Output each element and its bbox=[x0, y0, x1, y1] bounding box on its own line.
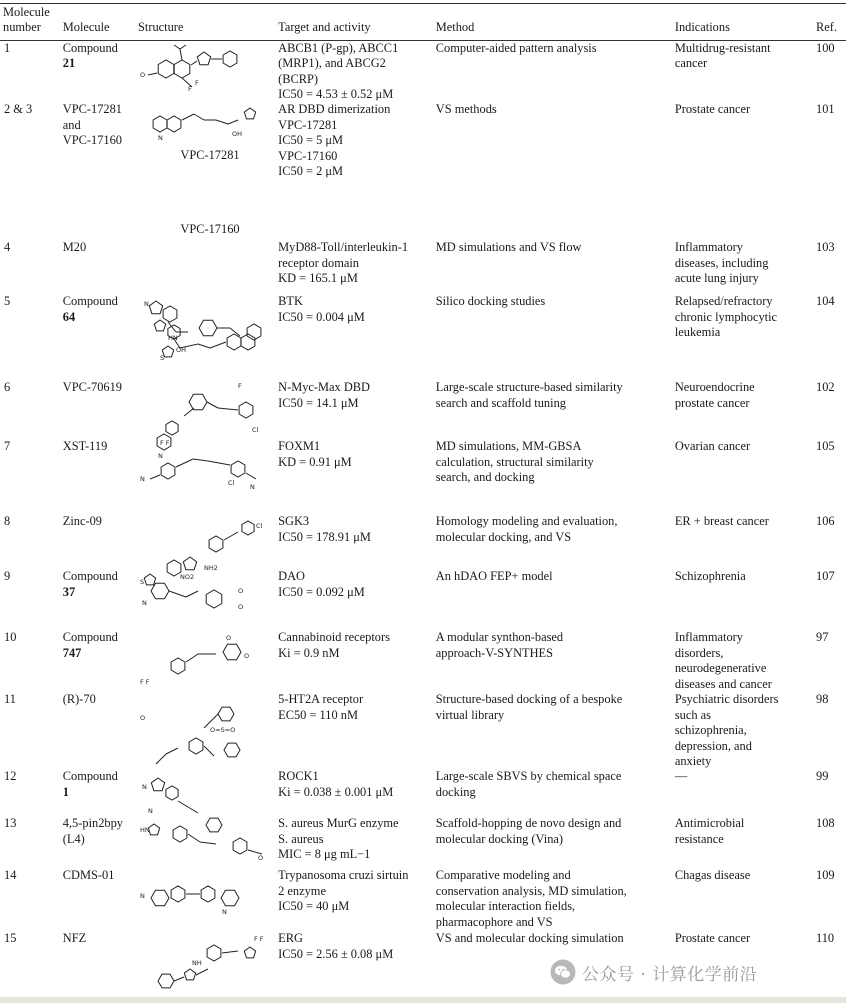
indication-line: Multidrug-resistant bbox=[674, 40, 771, 55]
target-line: IC50 = 5 μM bbox=[278, 133, 344, 148]
target-line: SGK3 bbox=[278, 514, 310, 529]
svg-text:O: O bbox=[139, 714, 146, 723]
method-line: Silico docking studies bbox=[435, 294, 546, 309]
target-line: ROCK1 bbox=[278, 769, 319, 784]
target-activity-cell bbox=[275, 569, 433, 630]
method-line: search, and docking bbox=[435, 470, 535, 485]
svg-text:O=S=O: O=S=O bbox=[209, 726, 236, 735]
ref-cell: 105 bbox=[816, 439, 835, 454]
indications-cell bbox=[672, 630, 813, 692]
molecule-number-cell: 10 bbox=[4, 630, 17, 645]
indication-line: Chagas disease bbox=[674, 868, 751, 883]
target-line: VPC-17281 bbox=[278, 117, 338, 132]
svg-text:Cl: Cl bbox=[251, 426, 259, 435]
svg-text:OH: OH bbox=[175, 346, 186, 355]
method-cell bbox=[433, 380, 672, 439]
table-row bbox=[0, 630, 846, 692]
method-line: Computer-aided pattern analysis bbox=[435, 40, 597, 55]
indication-line: depression, and bbox=[674, 738, 752, 753]
molecule-cell bbox=[60, 380, 135, 439]
method-line: MD simulations and VS flow bbox=[435, 240, 582, 255]
molecule-number-cell: 6 bbox=[4, 380, 11, 395]
target-line: Ki = 0.038 ± 0.001 μM bbox=[278, 784, 394, 799]
indication-line: diseases, including bbox=[674, 255, 769, 270]
molecule-line: CDMS-01 bbox=[62, 868, 115, 883]
header-structure: Structure bbox=[135, 3, 275, 40]
indications-cell bbox=[672, 816, 813, 868]
method-line: approach-V-SYNTHES bbox=[435, 645, 554, 660]
svg-text:F: F bbox=[187, 84, 192, 93]
target-line: MyD88-Toll/interleukin-1 bbox=[278, 240, 409, 255]
svg-text:N: N bbox=[139, 475, 145, 484]
indication-line: resistance bbox=[674, 831, 724, 846]
molecule-line: Compound bbox=[62, 769, 118, 784]
svg-text:F: F bbox=[194, 78, 199, 87]
indication-line: Antimicrobial bbox=[674, 816, 745, 831]
watermark bbox=[550, 958, 757, 986]
molecule-number-cell: 4 bbox=[4, 240, 11, 255]
molecule-line: (L4) bbox=[62, 831, 85, 846]
ref-cell: 99 bbox=[816, 769, 829, 784]
chemical-structure-drawing bbox=[138, 931, 270, 975]
target-line: DAO bbox=[278, 569, 305, 584]
molecule-line: Compound bbox=[62, 630, 118, 645]
table-row bbox=[0, 439, 846, 514]
structure-cell bbox=[135, 868, 275, 931]
method-line: Homology modeling and evaluation, bbox=[435, 514, 618, 529]
target-line: ERG bbox=[278, 931, 303, 946]
svg-text:N: N bbox=[141, 599, 147, 608]
svg-text:HN: HN bbox=[139, 826, 150, 835]
indication-line: anxiety bbox=[674, 754, 712, 769]
indication-line: Inflammatory bbox=[674, 630, 743, 645]
svg-text:F F: F F bbox=[159, 439, 170, 448]
method-cell bbox=[433, 769, 672, 816]
ref-cell: 108 bbox=[816, 816, 835, 831]
target-activity-cell bbox=[275, 868, 433, 931]
method-line: A modular synthon-based bbox=[435, 630, 564, 645]
indications-cell bbox=[672, 294, 813, 380]
indications-cell bbox=[672, 40, 813, 102]
method-cell bbox=[433, 569, 672, 630]
chemical-structure-drawing bbox=[138, 692, 270, 763]
target-line: Ki = 0.9 nM bbox=[278, 645, 340, 660]
svg-text:F F: F F bbox=[139, 678, 150, 687]
molecule-line: and bbox=[62, 117, 81, 132]
indications-cell bbox=[672, 769, 813, 816]
ref-cell: 103 bbox=[816, 240, 835, 255]
target-line: KD = 165.1 μM bbox=[278, 271, 358, 286]
svg-text:Cl: Cl bbox=[255, 522, 263, 531]
wechat-icon bbox=[550, 959, 576, 985]
molecule-number-cell: 7 bbox=[4, 439, 11, 454]
svg-text:N: N bbox=[249, 483, 255, 492]
indications-cell bbox=[672, 240, 813, 294]
bottom-bar bbox=[0, 997, 846, 1003]
target-activity-cell bbox=[275, 692, 433, 769]
table-row bbox=[0, 380, 846, 439]
table-row bbox=[0, 816, 846, 868]
molecule-cell bbox=[60, 294, 135, 380]
svg-text:N: N bbox=[141, 783, 147, 792]
indication-line: Relapsed/refractory bbox=[674, 294, 773, 309]
ref-cell: 100 bbox=[816, 40, 835, 55]
table-header-row bbox=[0, 3, 846, 40]
indication-line: neurodegenerative bbox=[674, 661, 767, 676]
target-line: receptor domain bbox=[278, 255, 359, 270]
structure-cell bbox=[135, 931, 275, 981]
svg-text:F F: F F bbox=[253, 935, 264, 944]
table-row bbox=[0, 868, 846, 931]
chemical-structure-drawing bbox=[138, 294, 270, 374]
target-line: Trypanosoma cruzi sirtuin bbox=[278, 868, 409, 883]
indication-line: ER + breast cancer bbox=[674, 514, 769, 529]
target-activity-cell bbox=[275, 102, 433, 240]
svg-text:O: O bbox=[139, 70, 146, 79]
target-line: IC50 = 2.56 ± 0.08 μM bbox=[278, 946, 394, 961]
indication-line: such as bbox=[674, 707, 711, 722]
indication-line: acute lung injury bbox=[674, 271, 759, 286]
ref-cell: 109 bbox=[816, 868, 835, 883]
molecule-line: M20 bbox=[62, 240, 87, 255]
target-line: IC50 = 14.1 μM bbox=[278, 395, 359, 410]
table-row bbox=[0, 294, 846, 380]
indication-line: Prostate cancer bbox=[674, 931, 751, 946]
table-row bbox=[0, 692, 846, 769]
indication-line: Psychiatric disorders bbox=[674, 692, 779, 707]
chemical-structure-drawing bbox=[138, 630, 270, 686]
svg-text:N: N bbox=[157, 452, 163, 461]
method-line: Structure-based docking of a bespoke bbox=[435, 692, 623, 707]
target-line: KD = 0.91 μM bbox=[278, 454, 352, 469]
molecule-number-cell: 12 bbox=[4, 769, 17, 784]
method-cell bbox=[433, 868, 672, 931]
target-activity-cell bbox=[275, 931, 433, 981]
method-line: Comparative modeling and bbox=[435, 868, 571, 883]
method-line: Large-scale structure-based similarity bbox=[435, 380, 623, 395]
watermark-text: 公众号 · 计算化学前沿 bbox=[582, 964, 758, 985]
target-line: S. aureus bbox=[278, 831, 324, 846]
molecule-cell bbox=[60, 769, 135, 816]
method-cell bbox=[433, 294, 672, 380]
molecule-number-cell: 9 bbox=[4, 569, 11, 584]
method-line: molecular docking, and VS bbox=[435, 529, 572, 544]
target-line: VPC-17160 bbox=[278, 148, 338, 163]
molecule-number-cell: 14 bbox=[4, 868, 17, 883]
svg-text:NO2: NO2 bbox=[179, 573, 195, 582]
header-method: Method bbox=[433, 3, 672, 40]
molecule-line: VPC-70619 bbox=[62, 380, 122, 395]
svg-text:N: N bbox=[147, 807, 153, 816]
target-activity-cell bbox=[275, 514, 433, 569]
target-line: (MRP1), and ABCG2 bbox=[278, 56, 386, 71]
svg-text:NH: NH bbox=[191, 959, 202, 968]
indication-line: disorders, bbox=[674, 645, 724, 660]
ref-cell: 106 bbox=[816, 514, 835, 529]
indication-line: Ovarian cancer bbox=[674, 439, 751, 454]
header-molecule: Molecule bbox=[60, 3, 135, 40]
indication-line: diseases and cancer bbox=[674, 676, 772, 691]
ref-cell: 104 bbox=[816, 294, 835, 309]
target-line: IC50 = 40 μM bbox=[278, 899, 350, 914]
indication-line: cancer bbox=[674, 56, 708, 71]
molecule-cell bbox=[60, 931, 135, 981]
table-row bbox=[0, 569, 846, 630]
method-line: MD simulations, MM-GBSA bbox=[435, 439, 582, 454]
molecule-line: VPC-17281 bbox=[62, 102, 122, 117]
svg-text:OH: OH bbox=[231, 130, 242, 139]
method-line: search and scaffold tuning bbox=[435, 395, 566, 410]
header-ref: Ref. bbox=[813, 3, 846, 40]
ref-cell: 98 bbox=[816, 692, 829, 707]
molecule-number-cell: 5 bbox=[4, 294, 11, 309]
molecule-line: 37 bbox=[62, 584, 76, 599]
svg-text:O: O bbox=[243, 652, 250, 661]
indications-cell bbox=[672, 380, 813, 439]
chemical-structure-drawing bbox=[138, 816, 270, 862]
structure-cell bbox=[135, 40, 275, 102]
target-line: 5-HT2A receptor bbox=[278, 692, 364, 707]
chemical-structure-drawing bbox=[138, 569, 270, 624]
svg-text:F: F bbox=[237, 382, 242, 391]
target-activity-cell bbox=[275, 40, 433, 102]
svg-text:O: O bbox=[237, 587, 244, 596]
method-cell bbox=[433, 240, 672, 294]
target-activity-cell bbox=[275, 439, 433, 514]
molecule-line: NFZ bbox=[62, 931, 87, 946]
structure-label: VPC-17160 bbox=[180, 222, 240, 237]
svg-text:O: O bbox=[257, 854, 264, 863]
indications-cell bbox=[672, 692, 813, 769]
svg-text:O: O bbox=[225, 634, 232, 643]
structure-cell bbox=[135, 102, 275, 240]
molecule-table bbox=[0, 3, 846, 981]
indication-line: Inflammatory bbox=[674, 240, 743, 255]
svg-text:S: S bbox=[139, 578, 145, 587]
svg-text:N: N bbox=[143, 300, 149, 309]
method-line: calculation, structural similarity bbox=[435, 454, 594, 469]
indication-line: schizophrenia, bbox=[674, 723, 747, 738]
target-line: N-Myc-Max DBD bbox=[278, 380, 371, 395]
target-activity-cell bbox=[275, 816, 433, 868]
molecule-cell bbox=[60, 816, 135, 868]
indications-cell bbox=[672, 439, 813, 514]
method-line: VS and molecular docking simulation bbox=[435, 931, 624, 946]
svg-text:N: N bbox=[139, 892, 145, 901]
molecule-cell bbox=[60, 439, 135, 514]
molecule-line: VPC-17160 bbox=[62, 133, 122, 148]
molecule-cell bbox=[60, 40, 135, 102]
method-line: pharmacophore and VS bbox=[435, 914, 553, 929]
target-line: 2 enzyme bbox=[278, 883, 326, 898]
method-line: virtual library bbox=[435, 707, 505, 722]
chemical-structure-drawing bbox=[138, 868, 270, 925]
method-cell bbox=[433, 692, 672, 769]
molecule-line: 21 bbox=[62, 56, 76, 71]
table-row bbox=[0, 769, 846, 816]
target-line: AR DBD dimerization bbox=[278, 102, 391, 117]
molecule-number-cell: 15 bbox=[4, 931, 17, 946]
method-cell bbox=[433, 40, 672, 102]
molecule-line: Zinc-09 bbox=[62, 514, 102, 529]
target-line: ABCB1 (P-gp), ABCC1 bbox=[278, 40, 399, 55]
target-activity-cell bbox=[275, 380, 433, 439]
target-line: MIC = 8 μg mL−1 bbox=[278, 847, 371, 862]
method-line: docking bbox=[435, 784, 476, 799]
ref-cell: 110 bbox=[816, 931, 835, 946]
indication-line: Prostate cancer bbox=[674, 102, 751, 117]
target-activity-cell bbox=[275, 769, 433, 816]
structure-cell bbox=[135, 692, 275, 769]
target-line: IC50 = 0.004 μM bbox=[278, 309, 365, 324]
target-line: Cannabinoid receptors bbox=[278, 630, 390, 645]
molecule-number-cell: 11 bbox=[4, 692, 16, 707]
ref-cell: 97 bbox=[816, 630, 829, 645]
structure-cell bbox=[135, 630, 275, 692]
molecule-number-cell: 2 & 3 bbox=[4, 102, 33, 117]
target-line: EC50 = 110 nM bbox=[278, 707, 358, 722]
molecule-cell bbox=[60, 630, 135, 692]
indication-line: — bbox=[674, 769, 688, 784]
header-target: Target and activity bbox=[275, 3, 433, 40]
molecule-line: 1 bbox=[62, 784, 69, 799]
header-molecule-number: Molecule number bbox=[0, 3, 60, 40]
ref-cell: 101 bbox=[816, 102, 835, 117]
chemical-structure-drawing bbox=[138, 102, 270, 230]
target-activity-cell bbox=[275, 630, 433, 692]
method-cell bbox=[433, 514, 672, 569]
target-line: FOXM1 bbox=[278, 439, 321, 454]
molecule-line: 747 bbox=[62, 645, 82, 660]
ref-cell: 102 bbox=[816, 380, 835, 395]
molecule-number-cell: 8 bbox=[4, 514, 11, 529]
molecule-cell bbox=[60, 868, 135, 931]
chemical-structure-drawing bbox=[138, 769, 270, 816]
molecule-cell bbox=[60, 514, 135, 569]
target-line: S. aureus MurG enzyme bbox=[278, 816, 399, 831]
molecule-cell bbox=[60, 692, 135, 769]
header-indications: Indications bbox=[672, 3, 813, 40]
method-cell bbox=[433, 102, 672, 240]
svg-text:O: O bbox=[237, 603, 244, 612]
molecule-line: Compound bbox=[62, 569, 118, 584]
target-activity-cell bbox=[275, 240, 433, 294]
target-line: BTK bbox=[278, 294, 303, 309]
molecule-line: 4,5-pin2bpy bbox=[62, 816, 123, 831]
molecule-line: XST-119 bbox=[62, 439, 108, 454]
target-line: IC50 = 2 μM bbox=[278, 164, 344, 179]
table-row bbox=[0, 514, 846, 569]
method-line: VS methods bbox=[435, 102, 497, 117]
molecule-cell bbox=[60, 240, 135, 294]
svg-text:N: N bbox=[221, 908, 227, 917]
target-line: IC50 = 178.91 μM bbox=[278, 529, 371, 544]
svg-text:S: S bbox=[159, 354, 165, 363]
indication-line: chronic lymphocytic bbox=[674, 309, 778, 324]
indication-line: Schizophrenia bbox=[674, 569, 746, 584]
svg-text:NH2: NH2 bbox=[203, 564, 218, 573]
indication-line: Neuroendocrine bbox=[674, 380, 755, 395]
molecule-line: Compound bbox=[62, 294, 118, 309]
method-cell bbox=[433, 630, 672, 692]
indications-cell bbox=[672, 514, 813, 569]
indication-line: leukemia bbox=[674, 325, 721, 340]
method-line: Scaffold-hopping de novo design and bbox=[435, 816, 622, 831]
method-line: molecular interaction fields, bbox=[435, 899, 576, 914]
svg-text:Cl: Cl bbox=[227, 479, 235, 488]
method-cell bbox=[433, 439, 672, 514]
target-line: (BCRP) bbox=[278, 71, 319, 86]
molecule-cell bbox=[60, 569, 135, 630]
method-cell bbox=[433, 816, 672, 868]
indications-cell bbox=[672, 569, 813, 630]
indication-line: prostate cancer bbox=[674, 395, 750, 410]
target-activity-cell bbox=[275, 294, 433, 380]
table-row bbox=[0, 240, 846, 294]
target-line: IC50 = 4.53 ± 0.52 μM bbox=[278, 87, 394, 102]
structure-label: VPC-17281 bbox=[180, 148, 240, 163]
molecule-number-cell: 13 bbox=[4, 816, 17, 831]
table-row bbox=[0, 102, 846, 240]
svg-text:N: N bbox=[157, 134, 163, 143]
molecule-line: 64 bbox=[62, 309, 76, 324]
indications-cell bbox=[672, 868, 813, 931]
method-line: Large-scale SBVS by chemical space bbox=[435, 769, 622, 784]
method-line: molecular docking (Vina) bbox=[435, 831, 564, 846]
indications-cell bbox=[672, 102, 813, 240]
molecule-number-cell: 1 bbox=[4, 40, 11, 55]
structure-cell bbox=[135, 769, 275, 816]
structure-cell bbox=[135, 816, 275, 868]
molecule-cell bbox=[60, 102, 135, 240]
ref-cell: 107 bbox=[816, 569, 835, 584]
molecule-line: (R)-70 bbox=[62, 692, 96, 707]
molecule-line: Compound bbox=[62, 40, 118, 55]
table-row bbox=[0, 40, 846, 102]
structure-cell bbox=[135, 439, 275, 514]
target-line: IC50 = 0.092 μM bbox=[278, 584, 365, 599]
chemical-structure-drawing bbox=[138, 41, 270, 97]
chemical-structure-drawing bbox=[138, 439, 270, 508]
svg-text:HN: HN bbox=[167, 334, 178, 343]
method-line: An hDAO FEP+ model bbox=[435, 569, 553, 584]
method-line: conservation analysis, MD simulation, bbox=[435, 883, 627, 898]
